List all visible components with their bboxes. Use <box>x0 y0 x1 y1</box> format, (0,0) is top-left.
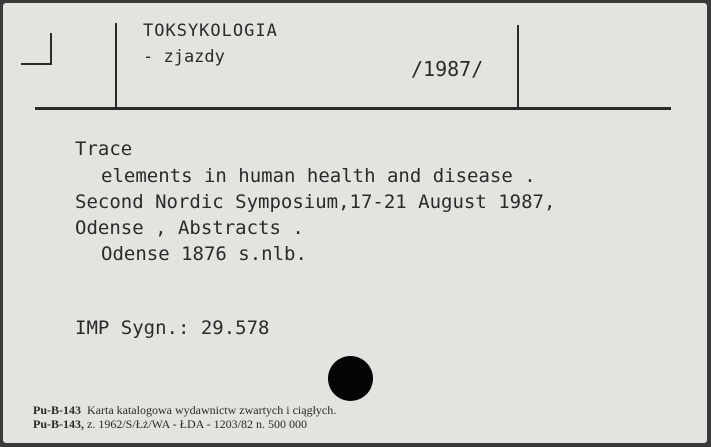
entry-line-3: Second Nordic Symposium,17-21 August 1987, <box>75 191 556 213</box>
subject-heading: TOKSYKOLOGIA <box>143 21 278 41</box>
subject-subdivision: - zjazdy <box>143 47 225 67</box>
right-vertical-rule <box>517 25 519 109</box>
corner-bracket-mark <box>35 33 52 65</box>
footer-code-2: Pu-B-143, <box>33 417 84 431</box>
punch-hole <box>328 356 373 401</box>
footer-text-2: z. 1962/S/Łż/WA - ŁDA - 1203/82 n. 500 000 <box>87 417 307 431</box>
heading-horizontal-rule <box>35 107 671 110</box>
footer-code-1: Pu-B-143 <box>33 403 81 417</box>
heading-year: /1987/ <box>411 57 484 81</box>
entry-line-5: Odense 1876 s.nlb. <box>101 243 307 265</box>
left-vertical-rule <box>115 23 117 109</box>
shelf-mark: IMP Sygn.: 29.578 <box>75 317 270 339</box>
footer-line-1 <box>33 403 336 418</box>
entry-line-2: elements in human health and disease . <box>101 165 536 187</box>
footer-line-2 <box>33 417 307 432</box>
footer-text-1: Karta katalogowa wydawnictw zwartych i ciągłych. <box>87 403 337 417</box>
entry-line-1: Trace <box>75 138 133 160</box>
catalog-card <box>3 3 707 443</box>
entry-line-4: Odense , Abstracts . <box>75 217 304 239</box>
